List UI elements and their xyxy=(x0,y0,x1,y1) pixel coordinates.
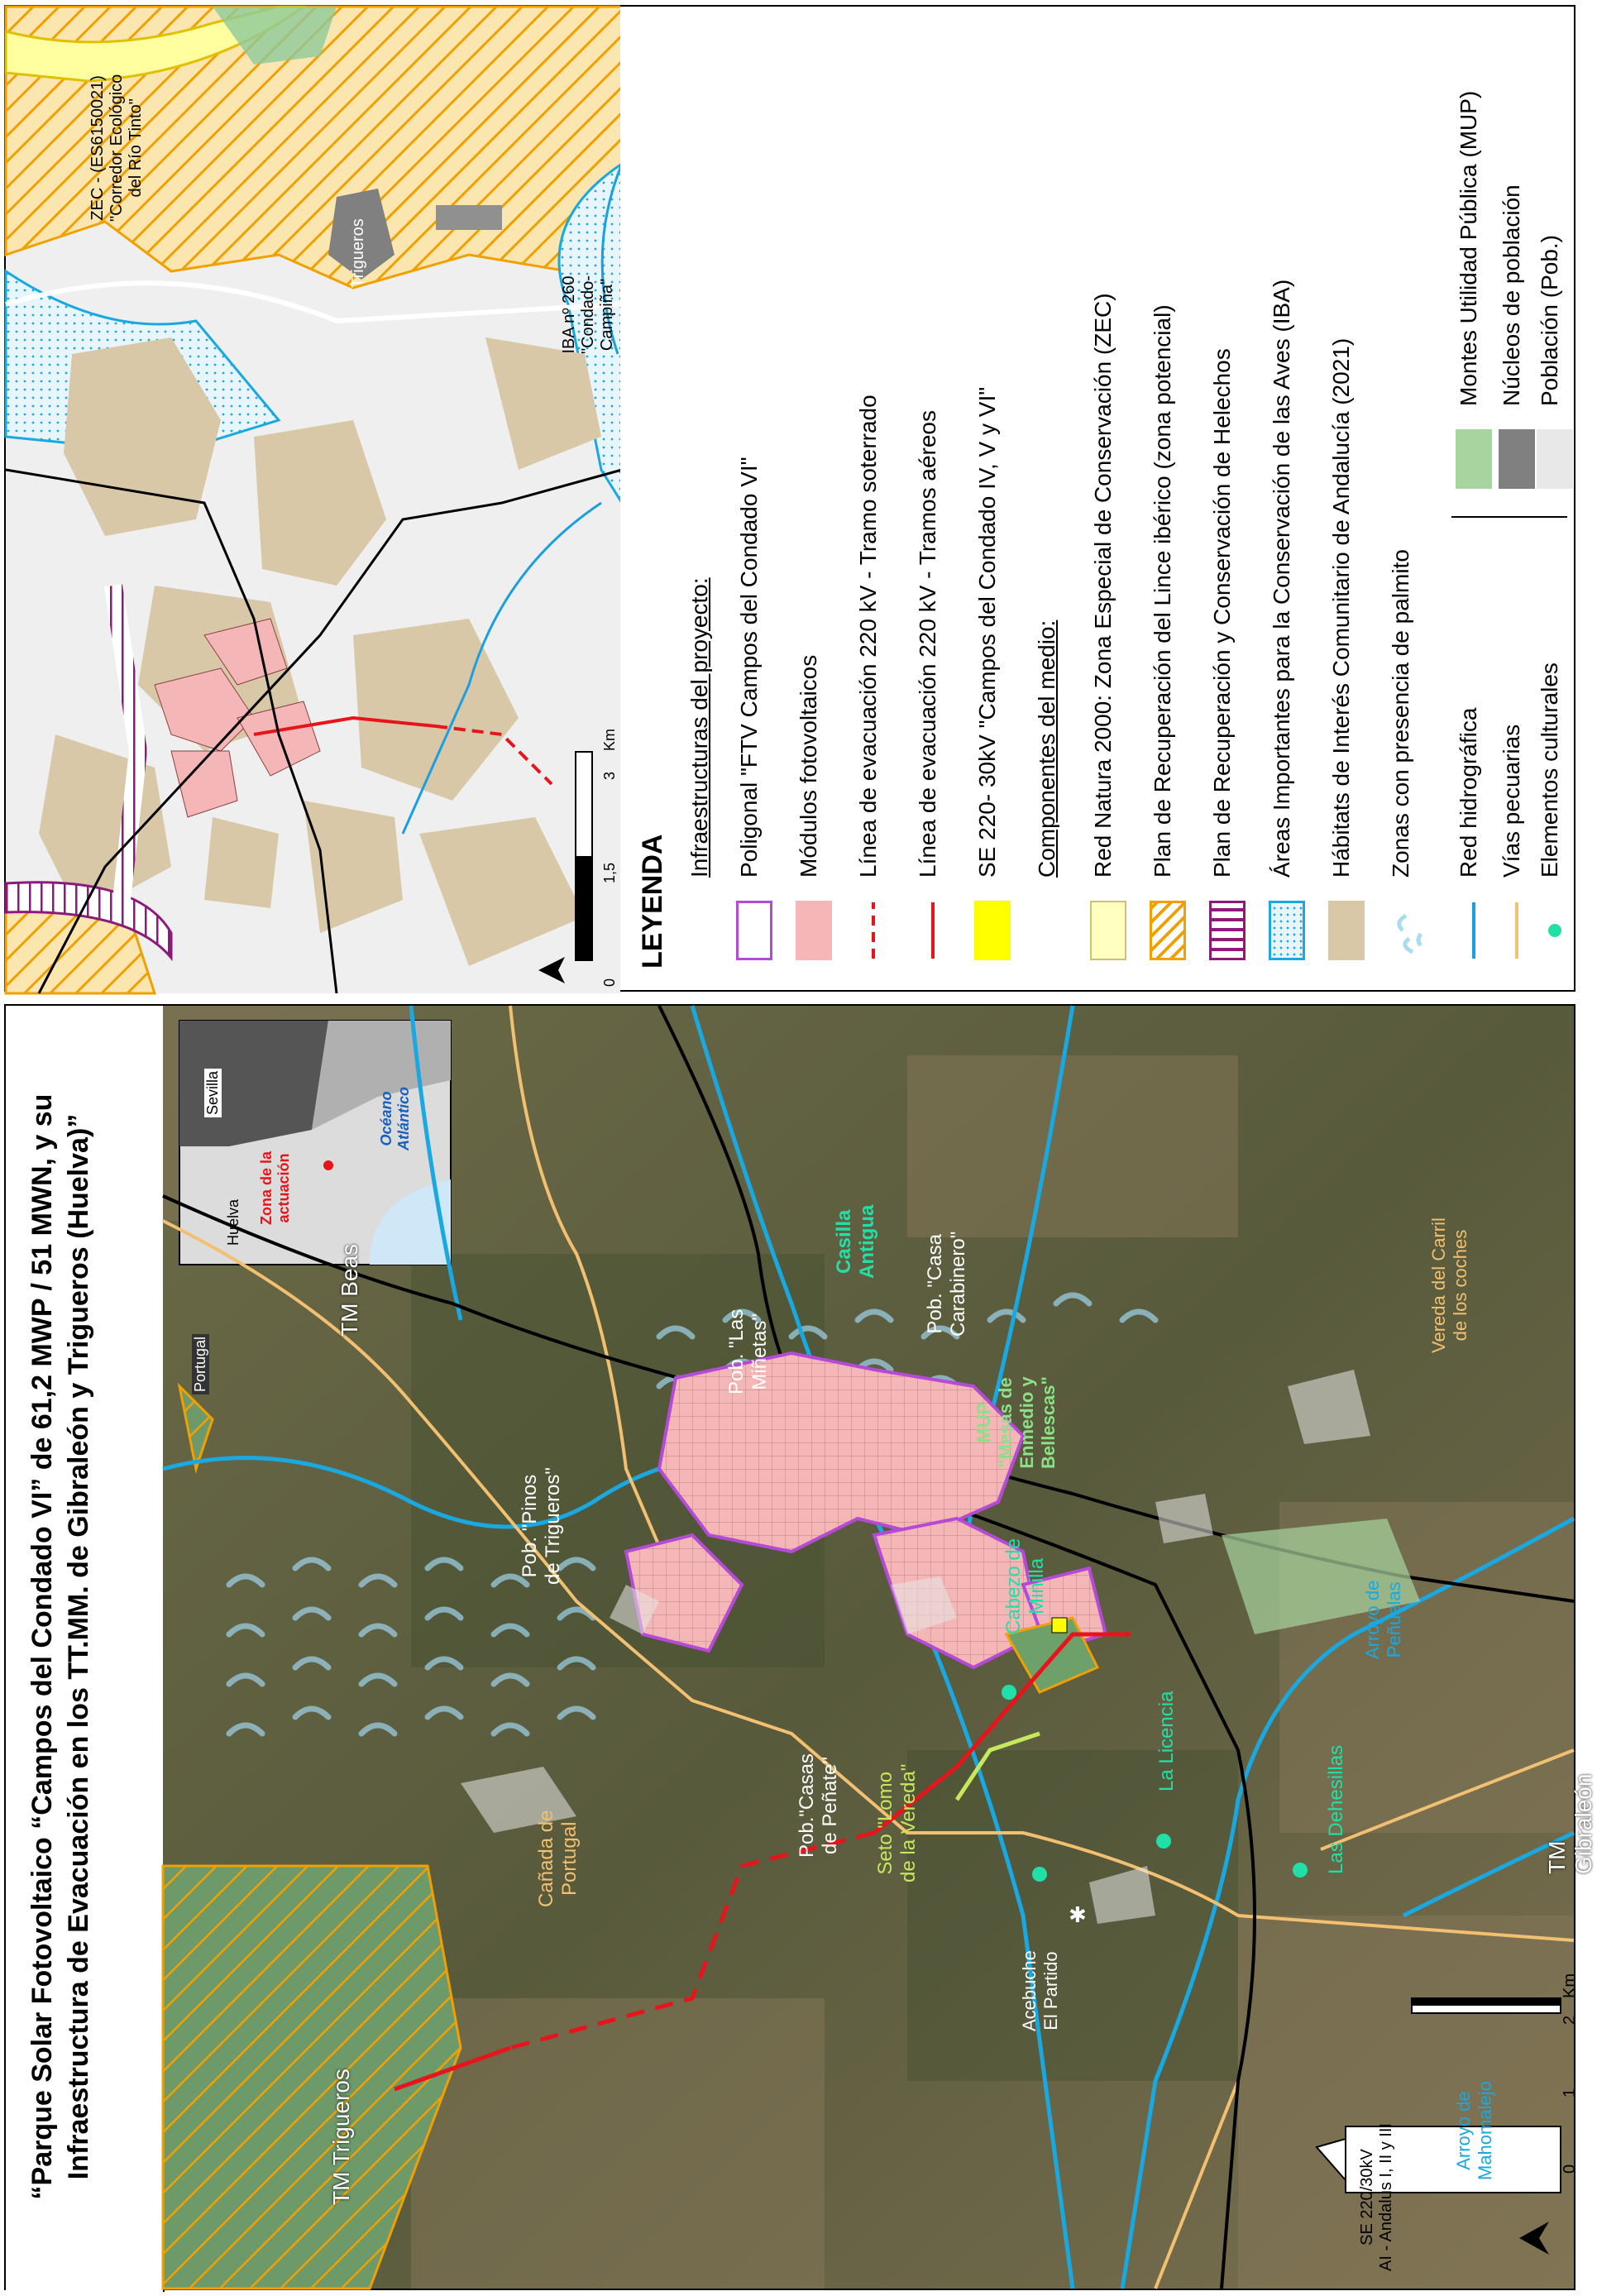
label-arroyo-mahomalejo: Arroyo de Mahomalejo xyxy=(1453,2081,1495,2180)
label-acebuche: Acebuche El Partido xyxy=(1019,1950,1061,2031)
legend-item-modulos: Módulos fotovoltaicos xyxy=(796,654,821,878)
swatch-subestacion xyxy=(974,901,1011,960)
overview-scale-1: 1,5 xyxy=(601,862,618,883)
legend-panel xyxy=(620,5,1575,992)
title-strip xyxy=(6,1006,165,2292)
label-tm-beas: TM Beas xyxy=(337,1243,362,1337)
legend-item-helechos: Plan de Recuperación y Conservación de Helechos xyxy=(1209,348,1235,878)
label-inset-portugal: Portugal xyxy=(192,1334,209,1394)
swatch-habitats xyxy=(1328,901,1365,960)
swatch-poblacion xyxy=(1537,429,1573,489)
label-minetas: Pob. "Las Miñetas" xyxy=(725,1308,771,1394)
label-tm-trigueros: TM Trigueros xyxy=(328,2069,354,2205)
swatch-zec xyxy=(1090,901,1126,960)
label-cabezo: Cabezo de Minilla xyxy=(1002,1538,1048,1634)
legend-item-aereos: Línea de evacuación 220 kV - Tramos aéreos xyxy=(915,409,940,878)
swatch-elementos-culturales xyxy=(1537,901,1573,960)
main-scale-bar xyxy=(1412,1998,1561,2013)
label-casa-carabinero: Pob. "Casa Carabinero" xyxy=(924,1231,969,1337)
overview-scale-2: 3 xyxy=(601,771,618,780)
iba-label: IBA nº 260 "Condado-Campiña" xyxy=(560,275,616,354)
label-pinos: Pob. "Pinos de Trigueros" xyxy=(519,1467,564,1585)
legend-item-lince: Plan de Recuperación del Lince ibérico (zona potencial) xyxy=(1150,304,1175,878)
swatch-vias-pecuarias xyxy=(1499,901,1535,960)
legend-item-poligonal: Poligonal "FTV Campos del Condado VI" xyxy=(736,457,762,878)
swatch-modulos xyxy=(796,901,832,960)
label-scale-2: 2 xyxy=(1561,2015,1579,2025)
label-licencia: La Licencia xyxy=(1155,1691,1178,1791)
swatch-soterrado xyxy=(855,901,892,960)
label-inset-oceano: Océano Atlántico xyxy=(378,1086,412,1150)
legend-item-palmito: Zonas con presencia de palmito xyxy=(1388,549,1413,878)
legend-section-project: Infraestructuras del proyecto: xyxy=(686,577,712,878)
legend-item-mup: Montes Utilidad Pública (MUP) xyxy=(1456,90,1481,406)
label-scale-0: 0 xyxy=(1561,2164,1579,2174)
legend-item-vias-pecuarias: Vías pecuarias xyxy=(1499,724,1524,878)
legend-item-habitats: Hábitats de Interés Comunitario de Andalucía (2021) xyxy=(1328,337,1354,878)
label-inset-huelva: Huelva xyxy=(225,1198,241,1246)
legend-divider xyxy=(1451,516,1567,518)
swatch-aereos xyxy=(915,901,951,960)
overview-scale-bar xyxy=(575,751,593,961)
label-seto: Seto "Lomo de la Vereda" xyxy=(874,1763,920,1882)
legend-item-iba: Áreas Importantes para la Conservación de las Aves (IBA) xyxy=(1269,279,1294,878)
inset-location-dot xyxy=(323,1160,333,1170)
zec-label: ZEC - (ES6150021) "Corredor Ecológico del Río Tinto" xyxy=(88,74,145,222)
label-dehesillas: Las Dehesillas xyxy=(1325,1744,1347,1874)
label-inset-zona: Zona de la actuación xyxy=(258,1150,292,1225)
swatch-iba xyxy=(1269,901,1305,960)
swatch-poligonal xyxy=(736,901,772,960)
overview-map-panel xyxy=(4,5,620,992)
label-canada: Cañada de Portugal xyxy=(535,1810,581,1907)
overview-scale-unit: Km xyxy=(601,729,618,751)
label-casilla-antigua: Casilla Antigua xyxy=(833,1204,878,1279)
label-inset-sevilla: Sevilla xyxy=(204,1069,222,1117)
substation-marker xyxy=(1052,1618,1067,1633)
label-mup: MUP "Mesas de Enmedio y Bellescas" xyxy=(973,1376,1059,1469)
legend-item-soterrado: Línea de evacuación 220 kV - Tramo soterrado xyxy=(855,395,881,878)
main-map-panel xyxy=(4,1004,1596,2290)
label-tm-gibraleon: TM Gibraleón xyxy=(1544,1773,1596,1874)
swatch-lince xyxy=(1150,901,1186,960)
swatch-nucleos xyxy=(1499,429,1535,489)
legend-item-zec: Red Natura 2000: Zona Especial de Conservación (ZEC) xyxy=(1090,293,1116,878)
legend-item-red-hidrografica: Red hidrográfica xyxy=(1456,707,1481,878)
overview-scale-0: 0 xyxy=(601,978,618,987)
swatch-helechos xyxy=(1209,901,1246,960)
label-vereda: Vereda del Carril de los coches xyxy=(1428,1217,1470,1353)
label-se: SE 220/30kV AI - Andalus I, II y III xyxy=(1358,2123,1395,2271)
label-arroyo-penuelas: Arroyo de Peñuelas xyxy=(1362,1580,1404,1659)
label-scale-unit: Km xyxy=(1561,1973,1579,1998)
label-penate: Pob."Casas de Peñate" xyxy=(796,1753,841,1858)
legend-title: LEYENDA xyxy=(637,834,668,969)
legend-item-nucleos: Núcleos de población xyxy=(1499,184,1524,406)
legend-item-elementos-culturales: Elementos culturales xyxy=(1537,662,1562,878)
legend-item-subestacion: SE 220- 30kV "Campos del Condado IV, V y VI" xyxy=(974,386,1000,878)
trigueros-label: Trigueros xyxy=(349,218,367,288)
map-title: “Parque Solar Fotovoltaico “Campos del Condado VI” de 61,2 MWP / 51 MWN, y su Infraestructura de Evacuación en los TT.MM. de Gibraleón y Trigueros (Huelva)” xyxy=(26,1093,94,2200)
legend-section-medio: Componentes del medio: xyxy=(1034,619,1059,878)
swatch-red-hidrografica xyxy=(1456,901,1492,960)
overview-north-arrow-icon xyxy=(535,954,568,987)
label-scale-1: 1 xyxy=(1561,2088,1579,2097)
swatch-palmito xyxy=(1388,901,1424,960)
acebuche-star-icon: ✱ xyxy=(1069,1902,1087,1927)
legend-item-poblacion: Población (Pob.) xyxy=(1537,234,1562,406)
swatch-mup xyxy=(1456,429,1492,489)
